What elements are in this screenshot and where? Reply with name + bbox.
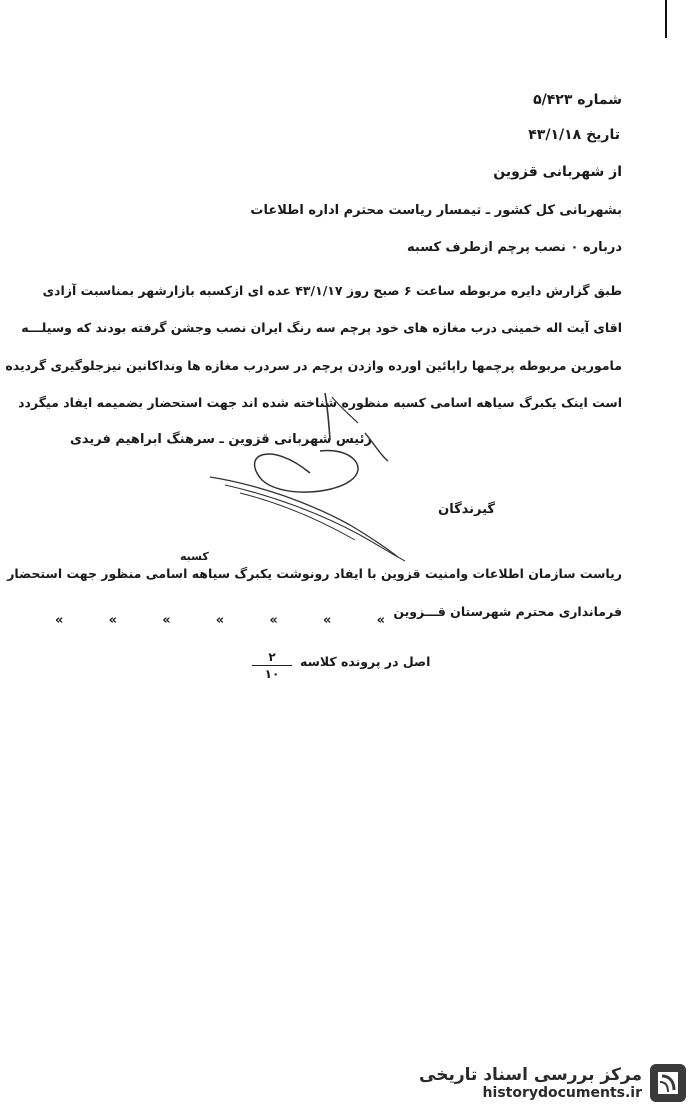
fraction-bar: [252, 665, 292, 666]
handwritten-signature: [200, 385, 430, 565]
ditto-mark: «: [108, 613, 117, 628]
recipient-2: فرمانداری محترم شهرستان قـــزوین: [393, 604, 622, 619]
ditto-mark: «: [215, 613, 225, 628]
addressee-line: بشهربانی کل کشور ـ تیمسار ریاست محترم اداره اطلاعات: [250, 203, 622, 218]
fraction-denominator: ۱۰: [264, 667, 280, 681]
subject-line: درباره ۰ نصب پرچم ازطرف کسبه: [407, 240, 622, 255]
watermark-text: [419, 1065, 642, 1101]
letter-date: تاریخ ۴۳/۱/۱۸: [528, 127, 620, 143]
ditto-mark: «: [322, 613, 332, 628]
archive-class-fraction: [252, 650, 292, 681]
body-line-2: اقای آیت اله خمینی درب مغازه های خود پرچم سه رنگ ایران نصب وجشن گرفته بودند که وسیلـــه: [21, 320, 622, 335]
watermark-url: historydocuments.ir: [482, 1085, 642, 1101]
recipient-1-insert: کسبه: [180, 550, 209, 563]
ditto-mark: «: [269, 613, 278, 628]
page-edge-mark: [665, 0, 667, 38]
archive-logo-icon: [648, 1062, 688, 1104]
signatory-line: رئیس شهربانی قزوین ـ سرهنگ ابراهیم فریدی: [70, 432, 372, 447]
archive-label: اصل در پرونده کلاسه: [300, 654, 431, 669]
ditto-mark: «: [162, 613, 171, 628]
sender-line: از شهربانی قزوین: [493, 164, 622, 180]
watermark-title: مرکز بررسی اسناد تاریخی: [419, 1065, 642, 1085]
fraction-numerator: ۲: [268, 650, 276, 664]
letter-number: شماره ۵/۴۲۳: [533, 92, 622, 108]
ditto-marks: [55, 613, 385, 628]
ditto-mark: «: [55, 613, 64, 628]
ditto-mark: «: [376, 613, 385, 628]
recipient-1: ریاست سازمان اطلاعات وامنیت قزوین با ایفاد رونوشت یکبرگ سیاهه اسامی منظور جهت استحضار: [7, 566, 622, 581]
recipients-heading: گیرندگان: [438, 502, 495, 517]
body-line-3: مامورین مربوطه پرچمها راپائین اورده وازدن پرچم در سردرب مغازه ها ونداکانین نیزجلوگیری گردیده: [5, 358, 622, 373]
body-line-1: طبق گزارش دایره مربوطه ساعت ۶ صبح روز ۴۳/۱/۱۷ عده ای ازکسبه بازارشهر بمناسبت آزادی: [42, 283, 622, 298]
body-line-4: است اینک یکبرگ سیاهه اسامی کسبه منظوره شناخته شده اند جهت استحضار بضمیمه ایفاد میگردد: [18, 395, 622, 410]
watermark: [408, 1058, 688, 1108]
